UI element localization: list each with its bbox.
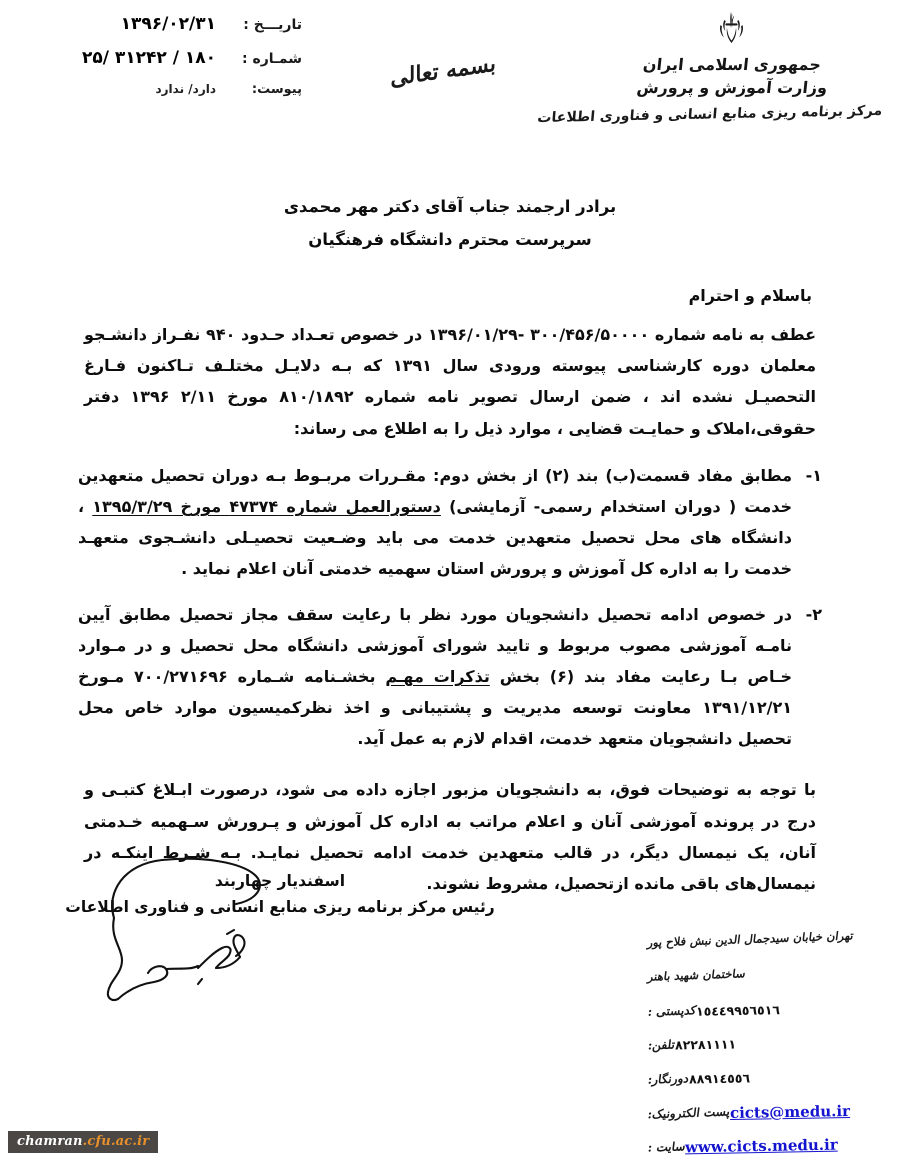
intro-paragraph: عطف به نامه شماره ۳۰۰/۴۵۶/۵۰۰۰۰ -۱۳۹۶/۰۱/۲۹ در خصوص تعـداد حـدود ۹۴۰ نفـراز دانشـجو معلمان دوره کارشناسی پیوسته ورودی سال ۱۳۹۱ که بـه دلایـل مختلـف تـاکنون فـارغ التحصیـل نشده اند ، ضمن ارسال تصویر نامه شماره ۸۱۰/۱۸۹۲ مورخ ۲/۱۱ ۱۳۹۶ دفتر حقوقی،املاک و حمایـت قضایی ، موارد ذیل را به اطلاع می رساند: — [84, 325, 817, 438]
footer-contact-block — [640, 928, 890, 1165]
list-item — [78, 599, 822, 755]
closing-paragraph: با توجه به توضیحات فوق، به دانشجویان مزبور اجازه داده می شود، درصورت ابـلاغ کتبـی و درج در پرونده آموزشی آنان و اعلام مراتب به اداره کل آموزش و پـرورش سـهمیه خـدمتی آنان، یک نیمسال دیگر، در قالب متعهدین خدمت ادامه تحصیل نمایـد. بـه شـرط اینکـه در نیمسال‌های باقی مانده ازتحصیل، مشروط نشوند. — [84, 780, 816, 893]
source-watermark-badge — [8, 1131, 158, 1153]
contact-address-line-1 — [640, 928, 890, 950]
metadata-row-attachment — [0, 82, 320, 97]
letter-metadata — [0, 14, 320, 111]
iran-emblem-icon — [712, 8, 752, 52]
number-label: شمـاره : — [242, 51, 302, 67]
fax-value: ٨٨٩١٤٥٥٦ — [688, 1070, 750, 1087]
email-label: پست الکترونیک: — [646, 1104, 731, 1122]
addressee-line-1: برادر ارجمند جناب آقای دکتر مهر محمدی — [283, 197, 617, 216]
contact-address-line-2 — [640, 964, 890, 983]
item-text-underlined: دستورالعمل شماره ۴۷۳۷۴ مورخ ۱۳۹۵/۳/۲۹ — [92, 496, 441, 516]
org-name-line1: جمهوری اسلامی ایران — [642, 55, 822, 74]
addressee-line-2: سرپرست محترم دانشگاه فرهنگیان — [308, 230, 592, 249]
list-item — [78, 460, 822, 585]
item-text-after: بخشـنامه شـماره ۷۰۰/۲۷۱۶۹۶ مـورخ ۱۳۹۱/۱۲/۲۱ معاونت توسعه مدیریت و پشتیبانی و اخذ نظرکمیسیون موارد خاص محل تحصیل دانشجویان متعهد خدمت، اقدام لازم به عمل آید. — [78, 666, 792, 749]
attachment-label: پیوست: — [251, 82, 302, 97]
item-text-underlined: تذکرات مهـم — [385, 666, 490, 686]
letterhead — [536, 8, 883, 127]
phone-value: ٨٢٢٨١١١١ — [674, 1036, 737, 1053]
org-name-line2: وزارت آموزش و پرورش — [635, 77, 829, 97]
signature-block — [0, 872, 560, 916]
postal-code-label: کدپستی : — [647, 1003, 698, 1019]
contact-website[interactable] — [640, 1136, 890, 1155]
item-text-before: در خصوص ادامه تحصیل دانشجویان مورد نظر با رعایت سقف مجاز تحصیل مطابق آیین نامـه آموزشی مصوب مربوط و تایید شورای آموزشی دانشگاه محل تحصیل و در مـوارد خـاص بـا رعایت مفاد بند (۶) بخش — [78, 604, 793, 686]
contact-fax — [640, 1068, 890, 1087]
metadata-row-number — [0, 48, 320, 68]
numbered-items-list — [78, 460, 822, 755]
letter-body — [78, 190, 822, 915]
website-value[interactable]: www.cicts.medu.ir — [685, 1135, 839, 1157]
watermark-text-primary: chamran — [17, 1134, 83, 1149]
org-unit-name: مرکز برنامه ریزی منابع انسانی و فناوری اطلاعات — [536, 103, 883, 127]
contact-email[interactable] — [640, 1102, 890, 1121]
phone-label: تلفن: — [647, 1037, 676, 1053]
signer-title: رئیس مرکز برنامه ریزی منابع انسانی و فناوری اطلاعات — [65, 898, 495, 916]
address-text-1: تهران خیابان سیدجمال الدین نبش فلاح پور — [646, 928, 855, 950]
item-text-before: مطابق مفاد قسمت(ب) بند (۲) از بخش دوم: مقـررات مربـوط بـه دوران تحصیل متعهدین خدمت ( دوران استخدام رسمی- آزمایشی) — [78, 465, 793, 516]
item-text-after: ، دانشگاه های محل تحصیل متعهدین خدمت می باید وضـعیت تحصیـلی دانشـجوی متعهـد خدمت را به اداره کل آموزش و پرورش استان سهمیه خدمتی آنان اعلام نماید . — [78, 496, 792, 579]
date-label: تاریـــخ : — [243, 17, 302, 33]
watermark-text-domain: .cfu.ac.ir — [82, 1134, 150, 1149]
number-value: ۱۸۰ / ۳۱۲۴۲ /۲۵ — [82, 48, 216, 68]
address-text-2: ساختمان شهید باهنر — [646, 966, 747, 984]
date-value: ۱۳۹۶/۰۲/۳۱ — [120, 14, 216, 34]
signer-name: اسفندیار چهاربند — [214, 872, 346, 890]
email-value[interactable]: cicts@medu.ir — [729, 1101, 850, 1123]
postal-code-value: ١٥٤٤٩٩٥٦٥١٦ — [696, 1002, 781, 1019]
contact-phone — [640, 1034, 890, 1053]
contact-postal-code — [640, 1000, 890, 1019]
fax-label: دورنگار: — [647, 1071, 690, 1087]
addressee-block — [123, 190, 778, 256]
item-marker: ۲- — [805, 604, 822, 624]
attachment-value: دارد/ ندارد — [155, 82, 216, 96]
basmala-text: بسمه تعالی — [390, 50, 496, 92]
greeting-text: باسلام و احترام — [688, 286, 812, 305]
website-label: سایت : — [647, 1139, 687, 1155]
item-marker: ۱- — [805, 465, 822, 485]
metadata-row-date — [0, 14, 320, 34]
